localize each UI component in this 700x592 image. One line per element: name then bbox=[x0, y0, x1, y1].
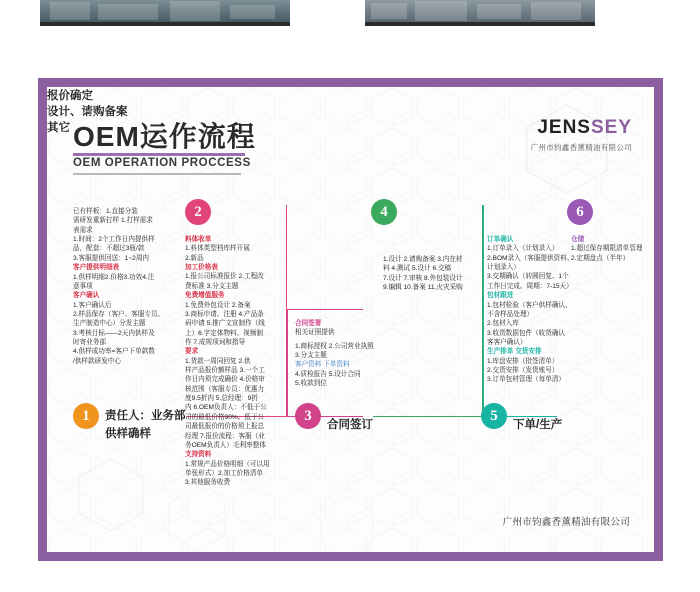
page-subtitle: OEM OPERATION PROCCESS bbox=[73, 157, 251, 169]
column-6-body: 仓储 1.超过保存期限清单管理 2.定期盘点（半年） bbox=[571, 235, 655, 263]
title-underline bbox=[73, 153, 245, 156]
brand-logo bbox=[531, 117, 632, 153]
col4-sec3-title: 包材跟进 bbox=[487, 292, 514, 300]
col1-group-a-title: 客户提供明细表 bbox=[73, 264, 120, 272]
column-2-body: 料体收单 1.料体类型档库样开展 2.新品 加工价格表 1.报公司标准报价 2.工程改 费标准 3.分支主题 免费增值服务 1.免费外包设计 2.备案 3.商标申请、注册 4.产品条 码申请 5.推广文宣制作（线 上）6.字定体物料、视频制 作 7.成规项词和指导 要求 1.货款一周同回复 2.供 样产品报价额样品 3.一个工 作日内须完成确价 4.价格审 核范围（客服专员：优惠力 度9.5折内 5.总经理：9折 内 6.OEM负责人：不低于公 司的最低价格90%。低于公 司最低报价的价格须上报总 经理 7.报价流程：客服（业 务OEM负责人）毛利率整体 支持资料 1.常规产品价格明细（可以用 单张形式）2.加工价格清单 3.其他服务收费 bbox=[185, 235, 315, 488]
poster-frame bbox=[38, 78, 663, 561]
col4-sec4-title: 生产排单 交货安排 bbox=[487, 348, 542, 356]
brand-name-primary: JENS bbox=[537, 117, 591, 138]
step-label-3: 合同签订 bbox=[327, 419, 373, 431]
step-number-1: 1 bbox=[73, 403, 99, 429]
col2-sec4-title: 要求 bbox=[185, 348, 199, 356]
col3-sec1-title: 合同签署 bbox=[295, 320, 322, 327]
connector-step4 bbox=[373, 205, 483, 417]
step-number-2: 2 bbox=[185, 199, 211, 225]
step-sublabel-1: 供样确样 bbox=[105, 428, 151, 440]
top-image-strip-left bbox=[40, 0, 290, 22]
step-number-3: 3 bbox=[295, 403, 321, 429]
footer-company-name: 广州市钧鑫香薰精油有限公司 bbox=[502, 517, 630, 528]
step-label-5: 下单/生产 bbox=[513, 419, 563, 431]
brand-name-secondary: SEY bbox=[590, 117, 632, 138]
column-3-body: 合同签署 相关证照提供 1.商标授权 2.公司营业执照 3.分支主题 客户资料 下单资料 4.质检报告 5.设计合同 5.收款到位 bbox=[295, 319, 379, 389]
divider-right bbox=[365, 22, 595, 26]
step-number-5: 5 bbox=[481, 403, 507, 429]
col5-sec1-title: 仓储 bbox=[571, 236, 585, 243]
top-image-strip-right bbox=[365, 0, 595, 22]
col2-sec5-title: 支持资料 bbox=[185, 451, 212, 459]
col2-sec1-title: 料体收单 bbox=[185, 236, 212, 243]
page-title: OEM运作流程 bbox=[73, 121, 256, 152]
col1-group-b-title: 客户确认 bbox=[73, 292, 100, 300]
divider-left bbox=[40, 22, 290, 26]
brand-subtitle: 广州市钧鑫香薰精油有限公司 bbox=[530, 143, 632, 152]
poster-content bbox=[47, 87, 654, 552]
step-number-4: 4 bbox=[371, 199, 397, 225]
col2-sec2-title: 加工价格表 bbox=[185, 264, 218, 272]
column-1-body: 已有样板：1.直接分装 需研发重新打样 1.打样需求 表需求 1.时间：2个工作日内提供样 品，配套：不超过3瓶/款 3.客服提供回送：1~2周内 客户提供明细表 1.供样明细2.价格3.功效4.注 意事项 客户确认 1.客户确认后 2.样品保存（客户、客服专员、 生产制造中心）分发主题 3.考核目标——2天内供样及 时寄业务部 4.供样成功率=客户下单款数 /供样款研发中心 bbox=[73, 207, 189, 366]
step-label-1: 责任人：业务部 bbox=[105, 410, 186, 422]
column-5-body: 订单确认 1.订单录入（计划录入） 2.BOM录入（客服提供资料、 计划录入） 3.交期确认（转圆回复、1个 工作日完成。周期：7-15天） 包材跟进 1.包材检验（客户供样确认、 不含样品处理） 2.包材入库 3.收货数据包件（收货确认 客客户确认） 生产排单 交货安排 1.库盘安排（批签清单） 2.交货安排（发货账号） 3.订单包材管理（每单清） bbox=[487, 235, 615, 385]
col2-sec3-title: 免费增值服务 bbox=[185, 292, 225, 300]
column-4-body: 1.设计 2.请购备案 3.内在材 料 4.测试 5.设计 6.交稿 7.设计 7.审核 8.外包装设计 9.编辑 10.备案 11.火灾采购 bbox=[383, 256, 463, 292]
subtitle-underline bbox=[73, 173, 241, 175]
step-number-6: 6 bbox=[567, 199, 593, 225]
col4-sec2-title: 订单确认 bbox=[487, 236, 514, 243]
